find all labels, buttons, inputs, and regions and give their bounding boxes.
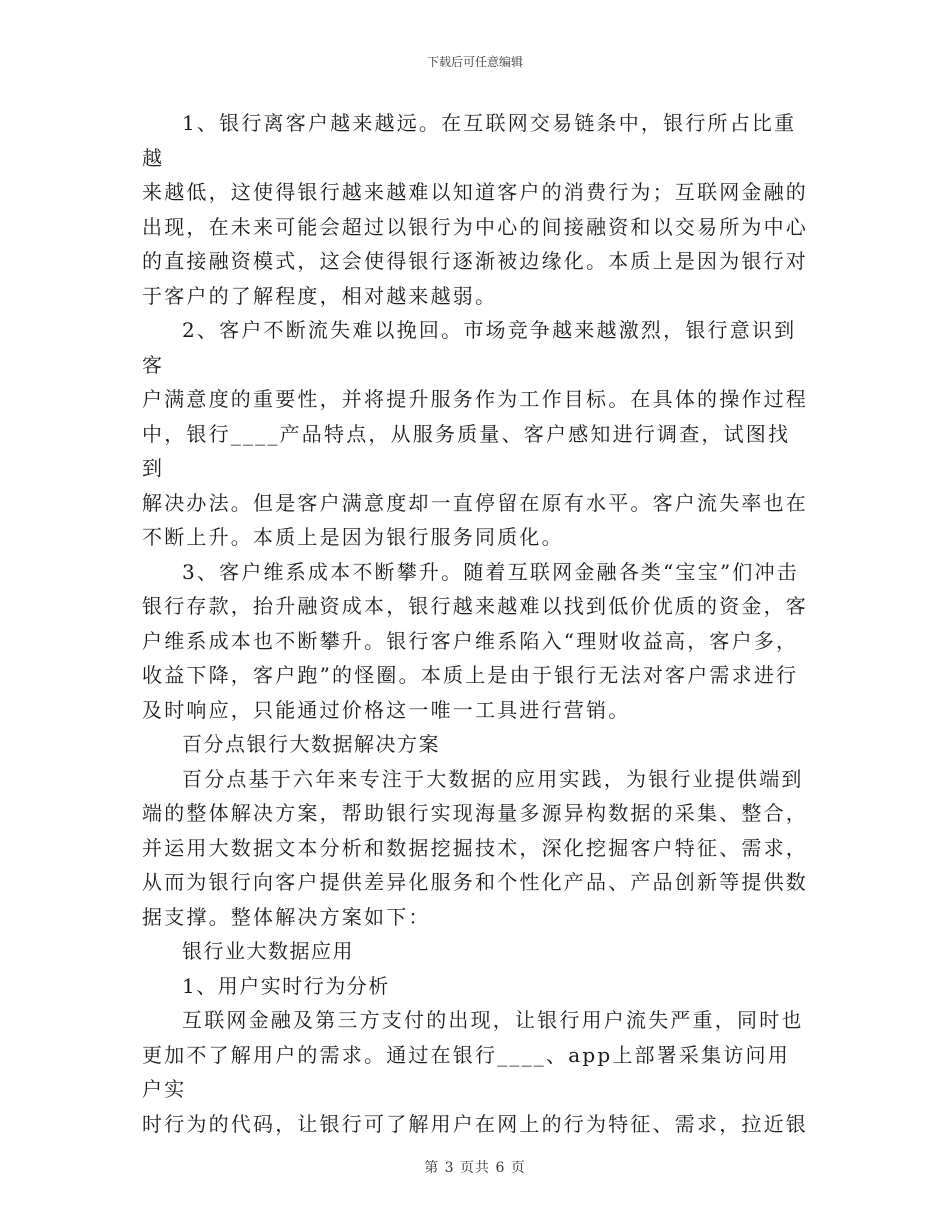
section-heading [142, 934, 812, 969]
text-line: 百分点银行大数据解决方案 [182, 732, 440, 756]
document-body [142, 106, 812, 1141]
page-header: 下载后可任意编辑 [426, 55, 523, 69]
text-line: 从而为银行向客户提供差异化服务和个性化产品、产品创新等提供数 [142, 870, 808, 894]
text-line: 2、客户不断流失难以挽回。市场竞争越来越激烈，银行意识到客 [142, 318, 797, 377]
paragraph-8 [142, 1003, 812, 1141]
text-line: 时行为的代码，让银行可了解用户在网上的行为特征、需求，拉近银 [142, 1111, 808, 1136]
text-line: 出现，在未来可能会超过以银行为中心的间接融资和以交易所为中心 [142, 214, 808, 239]
paragraph-5 [142, 762, 812, 935]
text-line: 的直接融资模式，这会使得银行逐渐被边缘化。本质上是因为银行对 [142, 249, 808, 273]
text-line: 银行存款，抬升融资成本，银行越来越难以找到低价优质的资金，客 [142, 594, 808, 618]
subsection-heading [142, 969, 812, 1004]
text-line: 并运用大数据文本分析和数据挖掘技术，深化挖掘客户特征、需求， [142, 835, 808, 860]
text-line: 中，银行____产品特点，从服务质量、客户感知进行调查，试图找到 [142, 421, 791, 480]
text-line: 据支撑。整体解决方案如下： [142, 904, 431, 929]
text-line: 1、用户实时行为分析 [182, 973, 390, 998]
text-line: 不断上升。本质上是因为银行服务同质化。 [142, 525, 564, 549]
text-line: 及时响应，只能通过价格这一唯一工具进行营销。 [142, 697, 631, 722]
text-line: 于客户的了解程度，相对越来越弱。 [142, 283, 498, 308]
text-line: 更加不了解用户的需求。通过在银行____、app上部署采集访问用户实 [142, 1042, 790, 1101]
page-footer: 第 3 页共 6 页 [424, 1160, 526, 1176]
text-line: 互联网金融及第三方支付的出现，让银行用户流失严重，同时也 [182, 1008, 804, 1032]
paragraph-2 [142, 313, 812, 555]
text-line: 解决办法。但是客户满意度却一直停留在原有水平。客户流失率也在 [142, 490, 808, 515]
text-line: 3、客户维系成本不断攀升。随着互联网金融各类“宝宝”们冲击 [182, 559, 799, 584]
section-heading [142, 727, 812, 762]
paragraph-3 [142, 555, 812, 728]
text-line: 银行业大数据应用 [182, 939, 354, 963]
text-line: 户维系成本也不断攀升。银行客户维系陷入“理财收益高，客户多， [142, 628, 799, 653]
text-line: 端的整体解决方案，帮助银行实现海量多源异构数据的采集、整合， [142, 801, 808, 825]
text-line: 来越低，这使得银行越来越难以知道客户的消费行为；互联网金融的 [142, 180, 808, 204]
text-line: 收益下降，客户跑”的怪圈。本质上是由于银行无法对客户需求进行 [142, 663, 799, 687]
text-line: 百分点基于六年来专注于大数据的应用实践，为银行业提供端到 [182, 766, 804, 791]
text-line: 户满意度的重要性，并将提升服务作为工作目标。在具体的操作过程 [142, 387, 808, 411]
paragraph-1 [142, 106, 812, 313]
text-line: 1、银行离客户越来越远。在互联网交易链条中，银行所占比重越 [142, 111, 797, 170]
